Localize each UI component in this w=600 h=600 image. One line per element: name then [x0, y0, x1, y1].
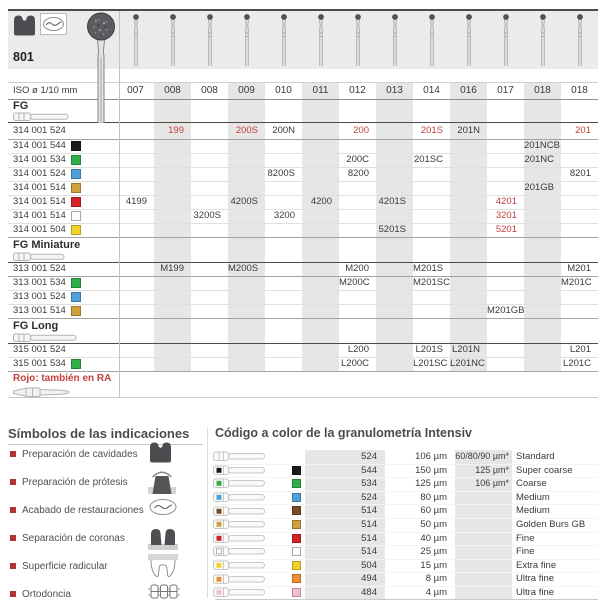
cavity-preparation-icon [12, 14, 37, 36]
grit-name: Golden Burs GB [516, 519, 586, 530]
bur-ref-cell: 3200 [273, 210, 295, 221]
grit-code: 524 [361, 491, 377, 503]
grit-color-swatch [71, 183, 81, 193]
order-code: 313 001 524 [13, 291, 66, 302]
bur-ref-cell: 4201 [495, 196, 517, 207]
orthodontics-icon [148, 581, 180, 600]
bur-ref-cell: 200C [346, 154, 369, 165]
grid-rule [8, 343, 598, 344]
grid-rule [8, 290, 598, 291]
bur-ref-cell: 200N [272, 125, 295, 136]
section-label: FG Miniature [13, 239, 81, 251]
grit-code: 514 [361, 532, 377, 544]
symbols-title-rule [8, 444, 203, 445]
order-code: 314 001 524 [13, 168, 66, 179]
grain-bur-icon [213, 587, 265, 598]
grit-code: 524 [361, 451, 377, 462]
bur-ref-cell: M200 [345, 263, 369, 274]
grid-rule [8, 167, 598, 168]
grit-color-swatch [292, 479, 301, 488]
indication-label: Superficie radicular [22, 561, 108, 572]
bur-ref-cell: M201S [413, 263, 444, 274]
bur-ref-cell: 199 [168, 125, 184, 136]
grit-color-swatch [292, 588, 301, 597]
bullet-icon [10, 535, 16, 541]
grit-size: 25 µm [420, 546, 447, 558]
bur-ref-cell: 8200 [347, 168, 369, 179]
fg-miniature-shank-icon [13, 252, 65, 262]
indication-label: Separación de coronas [22, 533, 125, 544]
ball-bur-icon [315, 13, 327, 67]
grit-name: Fine [516, 546, 535, 558]
bullet-icon [10, 451, 16, 457]
grit-color-swatch [71, 278, 81, 288]
order-code: 313 001 514 [13, 305, 66, 316]
grit-color-swatch [292, 493, 301, 502]
grain-bur-icon [213, 451, 265, 462]
grit-code: 514 [361, 505, 377, 517]
grit-size: 40 µm [420, 532, 447, 544]
bur-ref-cell: 201NC [524, 154, 554, 165]
grit-color-swatch [71, 306, 81, 316]
ball-bur-icon [352, 13, 364, 67]
crown-separation-icon [148, 525, 178, 551]
restoration-finishing-icon [148, 497, 178, 517]
bur-ref-cell: M201C [561, 277, 592, 288]
grit-size: 50 µm [420, 519, 447, 530]
grit-name: Extra fine [516, 559, 557, 571]
grain-bur-icon [213, 506, 265, 517]
fg-long-shank-icon [13, 333, 77, 343]
grit-name: Medium [516, 505, 550, 517]
granulometry-title: Código a color de la granulometría Intensiv [215, 426, 472, 440]
bullet-icon [10, 563, 16, 569]
grit-color-swatch [71, 169, 81, 179]
grit-size: 150 µm [415, 464, 447, 476]
bullet-icon [10, 507, 16, 513]
iso-diameter-value: 013 [386, 85, 403, 96]
ball-bur-icon [537, 13, 549, 67]
section-label: FG Long [13, 320, 59, 332]
grid-rule [8, 181, 598, 182]
iso-diameter-value: 012 [349, 85, 366, 96]
grit-color-swatch [292, 466, 301, 475]
column-band [524, 82, 561, 371]
grit-name: Coarse [516, 478, 547, 490]
grit-code: 514 [361, 519, 377, 530]
bur-ref-cell: M200C [339, 277, 370, 288]
bur-ref-cell: 4201S [378, 196, 406, 207]
ball-bur-icon [463, 13, 475, 67]
grit-size: 106 µm [415, 451, 447, 462]
grit-name: Super coarse [516, 464, 573, 476]
order-code: 314 001 534 [13, 154, 66, 165]
bur-ref-cell: L201NC [450, 358, 485, 369]
order-code: 315 001 534 [13, 358, 66, 369]
iso-diameter-value: 018 [534, 85, 551, 96]
order-code: 315 001 524 [13, 344, 66, 355]
root-surface-icon [148, 553, 178, 579]
ball-bur-icon [278, 13, 290, 67]
grit-code: 514 [361, 546, 377, 558]
product-number: 801 [13, 50, 34, 64]
grit-size: 125 µm [415, 478, 447, 490]
bur-ref-cell: M200S [228, 263, 259, 274]
bur-ref-cell: 5201S [378, 224, 406, 235]
cavity-preparation-icon [148, 441, 173, 463]
grit-color-swatch [71, 359, 81, 369]
grain-bur-icon [213, 478, 265, 489]
grit-code: 504 [361, 559, 377, 571]
indication-label: Preparación de cavidades [22, 449, 138, 460]
ball-bur-icon [389, 13, 401, 67]
order-code: 314 001 514 [13, 196, 66, 207]
bur-ref-cell: 8200S [267, 168, 295, 179]
order-code: 314 001 504 [13, 224, 66, 235]
iso-diameter-value: 018 [571, 85, 588, 96]
iso-diameter-value: 011 [312, 85, 329, 96]
indication-label: Acabado de restauraciones [22, 505, 144, 516]
grit-code: 544 [361, 464, 377, 476]
grit-code: 484 [361, 587, 377, 598]
grit-size: 80 µm [420, 491, 447, 503]
iso-diameter-value: 010 [275, 85, 292, 96]
bur-801-image [84, 11, 118, 123]
grit-color-swatch [71, 141, 81, 151]
bullet-icon [10, 591, 16, 597]
grit-size: 15 µm [420, 559, 447, 571]
iso-diameter-value: 017 [497, 85, 514, 96]
grit-alt-size: 60/80/90 µm* [455, 451, 509, 461]
grain-bur-icon [213, 492, 265, 503]
iso-diameter-value: 014 [423, 85, 440, 96]
section-label: FG [13, 100, 29, 112]
bur-ref-cell: L201C [563, 358, 591, 369]
grit-name: Ultra fine [516, 573, 555, 585]
order-code: 314 001 544 [13, 140, 66, 151]
iso-diameter-value: 008 [164, 85, 181, 96]
grit-color-swatch [71, 292, 81, 302]
bur-ref-cell: L201 [569, 344, 591, 355]
bur-ref-cell: L200 [347, 344, 369, 355]
iso-diameter-value: 008 [201, 85, 218, 96]
grit-color-swatch [71, 197, 81, 207]
ball-bur-icon [204, 13, 216, 67]
bur-ref-cell: L201N [452, 344, 480, 355]
bur-ref-cell: L201S [415, 344, 443, 355]
bur-ref-cell: L201SC [413, 358, 448, 369]
grain-bur-icon [213, 546, 265, 557]
grit-color-swatch [71, 211, 81, 221]
grit-color-swatch [292, 520, 301, 529]
grain-bur-icon [213, 533, 265, 544]
grit-color-swatch [71, 155, 81, 165]
grid-rule [8, 318, 598, 319]
bur-ref-cell: 200S [235, 125, 258, 136]
bur-ref-cell: 200 [353, 125, 369, 136]
grit-alt-size: 125 µm* [475, 464, 509, 475]
grid-rule [8, 153, 598, 154]
grit-color-swatch [292, 506, 301, 515]
grit-color-swatch [292, 561, 301, 570]
grid-rule [8, 276, 598, 277]
bottom-section-divider [207, 427, 208, 598]
ra-shank-icon [13, 387, 73, 398]
grit-size: 60 µm [420, 505, 447, 517]
bur-ref-cell: 4200 [310, 196, 332, 207]
iso-diameter-value: 016 [460, 85, 477, 96]
grit-color-swatch [292, 547, 301, 556]
grain-bur-icon [213, 560, 265, 571]
grit-name: Medium [516, 491, 550, 503]
grain-bur-icon [213, 519, 265, 530]
grit-alt-size: 106 µm* [475, 478, 509, 489]
ball-bur-icon [241, 13, 253, 67]
ball-bur-icon [574, 13, 586, 67]
grid-rule [8, 237, 598, 238]
prosthesis-preparation-icon [148, 469, 176, 495]
bur-ref-cell: 201N [457, 125, 480, 136]
iso-diameter-value: 009 [238, 85, 255, 96]
grit-color-swatch [71, 225, 81, 235]
ball-bur-icon [426, 13, 438, 67]
bullet-icon [10, 479, 16, 485]
grit-name: Standard [516, 451, 555, 462]
bur-ref-cell: 3200S [193, 210, 221, 221]
order-code: 314 001 514 [13, 182, 66, 193]
grit-size: 8 µm [425, 573, 447, 585]
grit-code: 534 [361, 478, 377, 490]
ball-bur-icon [500, 13, 512, 67]
grit-code: 494 [361, 573, 377, 585]
bur-ref-cell: 201SC [413, 154, 443, 165]
column-band [302, 82, 339, 371]
bur-ref-cell: 8201 [569, 168, 591, 179]
bur-ref-cell: 4199 [125, 196, 147, 207]
grit-name: Ultra fine [516, 587, 555, 598]
grid-rule [8, 262, 598, 263]
iso-row-label: ISO ø 1/10 mm [13, 85, 78, 96]
bur-ref-cell: 201 [575, 125, 591, 136]
iso-diameter-value: 007 [127, 85, 144, 96]
bur-ref-cell: 3201 [495, 210, 517, 221]
grit-color-swatch [292, 574, 301, 583]
grid-rule [8, 139, 598, 140]
order-code: 314 001 524 [13, 125, 66, 136]
grid-rule [8, 371, 598, 372]
bur-ref-cell: 4200S [230, 196, 258, 207]
bur-ref-cell: 201GB [524, 182, 554, 193]
indication-label: Ortodoncia [22, 589, 71, 600]
bur-ref-cell: M201GB [487, 305, 525, 316]
ball-bur-icon [167, 13, 179, 67]
grit-color-swatch [292, 534, 301, 543]
order-code: 313 001 524 [13, 263, 66, 274]
order-code: 313 001 534 [13, 277, 66, 288]
grid-rule [8, 397, 598, 398]
grit-name: Fine [516, 532, 535, 544]
symbols-title: Símbolos de las indicaciones [8, 426, 190, 441]
bur-ref-cell: M201 [567, 263, 591, 274]
bur-ref-cell: 201NCB [524, 140, 560, 151]
bur-ref-cell: L200C [341, 358, 369, 369]
grain-bur-icon [213, 574, 265, 585]
fg-shank-icon [13, 112, 69, 122]
bur-ref-cell: M201SC [413, 277, 450, 288]
ball-bur-icon [130, 13, 142, 67]
bur-ref-cell: M199 [160, 263, 184, 274]
grit-size: 4 µm [425, 587, 447, 598]
grid-rule [8, 357, 598, 358]
indication-label: Preparación de prótesis [22, 477, 128, 488]
order-code: 314 001 514 [13, 210, 66, 221]
bur-ref-cell: 201S [420, 125, 443, 136]
ra-footnote: Rojo: también en RA [13, 373, 112, 384]
bur-ref-cell: 5201 [495, 224, 517, 235]
grain-bur-icon [213, 465, 265, 476]
restoration-finishing-icon [40, 13, 67, 35]
